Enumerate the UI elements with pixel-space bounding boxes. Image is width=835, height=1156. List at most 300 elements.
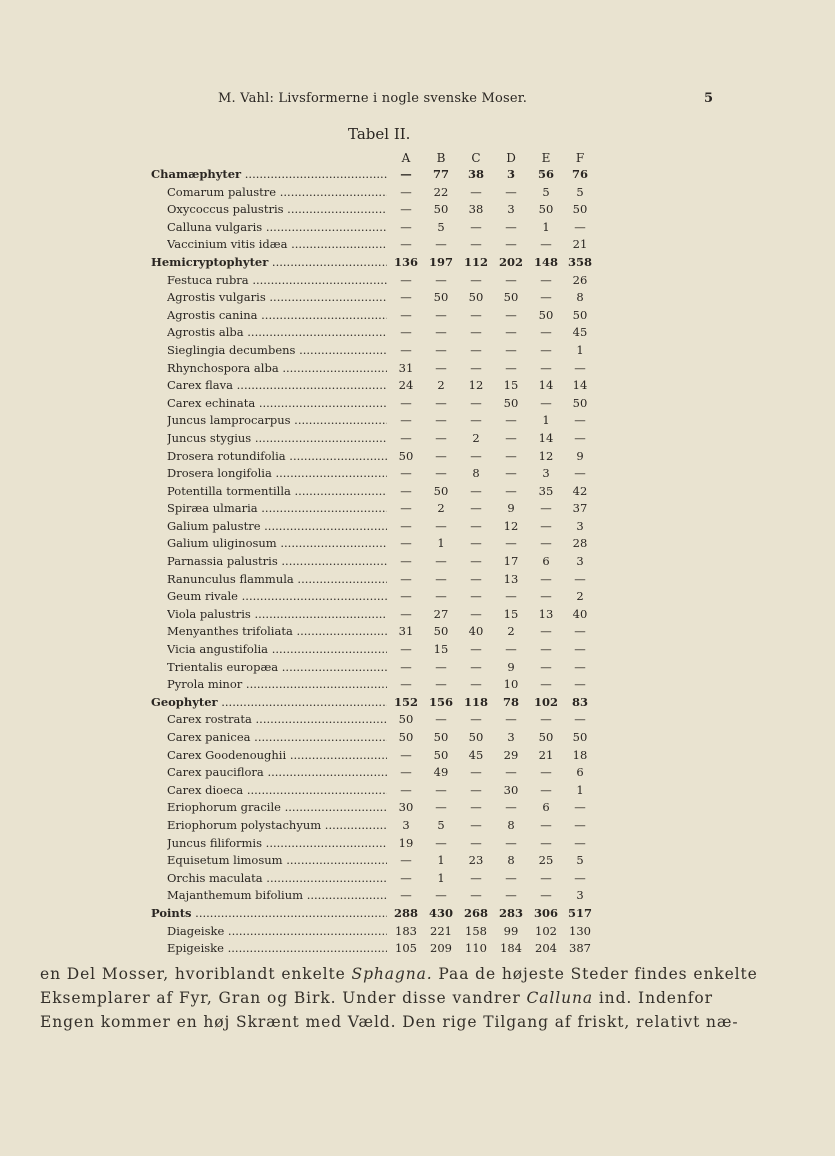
table-cell: 13 [538, 606, 554, 621]
row-label-text: Menyanthes trifoliata ..... [167, 624, 387, 638]
table-cell: — [470, 413, 482, 428]
table-caption: Tabel II. [348, 125, 411, 143]
table-cell: — [435, 413, 447, 428]
table-row [0, 289, 835, 307]
row-label-text: Potentilla tormentilla ..... [167, 484, 387, 498]
column-header: F [575, 151, 585, 165]
table-cell: 9 [507, 659, 515, 674]
table-cell: 8 [472, 466, 480, 481]
table-cell: — [435, 782, 447, 797]
table-row [0, 852, 835, 870]
row-label-text: Chamæphyter ..... [151, 167, 387, 181]
table-cell: — [435, 589, 447, 604]
table-cell: 2 [576, 589, 584, 604]
table-cell: 5 [437, 817, 445, 832]
table-cell: — [435, 237, 447, 252]
table-cell: — [540, 870, 552, 885]
table-cell: — [505, 325, 517, 340]
table-cell: 21 [572, 237, 588, 252]
table-row [0, 342, 835, 360]
table-cell: 50 [433, 624, 449, 639]
table-cell: 50 [433, 747, 449, 762]
table-row [0, 940, 835, 958]
row-label-text: Majanthemum bifolium ..... [167, 888, 387, 902]
table-cell: — [470, 571, 482, 586]
row-label [167, 307, 387, 324]
table-row [0, 747, 835, 765]
table-cell: — [435, 712, 447, 727]
row-label [151, 254, 387, 271]
table-row [0, 571, 835, 589]
table-cell: 358 [567, 254, 592, 269]
table-cell: 5 [542, 184, 550, 199]
row-label-text: Agrostis alba ..... [167, 325, 387, 339]
table-cell: 9 [507, 501, 515, 516]
table-group-row [0, 166, 835, 184]
row-label [151, 905, 387, 922]
row-label [167, 676, 387, 693]
table-cell: — [540, 325, 552, 340]
table-cell: — [505, 413, 517, 428]
row-label-text: Vicia angustifolia ..... [167, 642, 387, 656]
table-cell: 6 [542, 800, 550, 815]
table-cell: — [574, 835, 586, 850]
table-cell: — [400, 518, 412, 533]
table-cell: 3 [402, 817, 410, 832]
row-label [167, 835, 387, 852]
table-cell: — [574, 712, 586, 727]
table-cell: 14 [572, 378, 588, 393]
table-cell: — [574, 624, 586, 639]
table-cell: 9 [576, 448, 584, 463]
table-cell: — [400, 853, 412, 868]
table-cell: — [400, 184, 412, 199]
row-label [167, 272, 387, 289]
text-line: en Del Mosser, hvoriblandt enkelte Sphagna. Paa de højeste Steder findes enkelte [40, 965, 758, 983]
table-cell: — [574, 642, 586, 657]
table-cell: — [505, 272, 517, 287]
table-cell: — [540, 342, 552, 357]
body-paragraph [40, 962, 758, 1034]
table-cell: 49 [433, 765, 449, 780]
row-label-text: Geum rivale ..... [167, 589, 387, 603]
table-cell: — [400, 167, 412, 181]
table-cell: — [435, 554, 447, 569]
table-cell: — [540, 677, 552, 692]
table-cell: — [470, 219, 482, 234]
table-cell: 28 [572, 536, 588, 551]
table-cell: — [540, 712, 552, 727]
table-cell: 50 [468, 290, 484, 305]
row-label [167, 500, 387, 517]
row-label [167, 553, 387, 570]
table-row [0, 764, 835, 782]
table-cell: 15 [433, 642, 449, 657]
table-cell: 1 [576, 342, 584, 357]
table-cell: 1 [437, 853, 445, 868]
table-cell: 15 [503, 606, 519, 621]
row-label [167, 571, 387, 588]
row-label-text: Festuca rubra ..... [167, 273, 387, 287]
table-cell: — [435, 307, 447, 322]
row-label [167, 184, 387, 201]
table-cell: 2 [437, 378, 445, 393]
table-column-headers [0, 151, 835, 167]
table-cell: — [470, 237, 482, 252]
table-row [0, 870, 835, 888]
table-row [0, 236, 835, 254]
table-cell: 112 [463, 254, 488, 269]
table-cell: 77 [432, 167, 449, 181]
table-cell: 5 [576, 184, 584, 199]
table-group-row [0, 694, 835, 712]
table-cell: 12 [538, 448, 554, 463]
row-label-text: Trientalis europæa ..... [167, 660, 387, 674]
table-cell: 30 [503, 782, 519, 797]
table-cell: — [400, 325, 412, 340]
table-cell: — [400, 642, 412, 657]
table-cell: — [470, 307, 482, 322]
table-cell: — [470, 782, 482, 797]
table-cell: — [505, 466, 517, 481]
table-cell: — [505, 800, 517, 815]
table-cell: — [400, 430, 412, 445]
table-cell: 3 [576, 554, 584, 569]
running-title: M. Vahl: Livsformerne i nogle svenske Moser. [218, 91, 528, 106]
column-header: C [471, 151, 481, 165]
table-cell: — [574, 817, 586, 832]
table-row [0, 782, 835, 800]
table-cell: — [435, 518, 447, 533]
table-cell: 1 [542, 219, 550, 234]
table-cell: — [540, 888, 552, 903]
row-label-text: Carex panicea ..... [167, 730, 387, 744]
table-cell: — [400, 606, 412, 621]
table-cell: 2 [437, 501, 445, 516]
table-cell: 37 [572, 501, 588, 516]
table-cell: — [540, 817, 552, 832]
table-row [0, 307, 835, 325]
row-label [167, 465, 387, 482]
table-cell: 27 [433, 606, 449, 621]
table-cell: 118 [463, 694, 488, 709]
row-label-text: Geophyter ..... [151, 695, 387, 709]
table-cell: 50 [538, 730, 554, 744]
table-cell: — [400, 747, 412, 762]
table-cell: 76 [571, 167, 588, 181]
table-cell: — [540, 501, 552, 516]
table-cell: 102 [535, 923, 557, 938]
row-label-text: Carex Goodenoughii ..... [167, 748, 387, 762]
table-cell: — [435, 571, 447, 586]
table-cell: 3 [506, 167, 515, 181]
table-cell: 12 [468, 378, 484, 393]
table-group-row [0, 905, 835, 923]
table-cell: 31 [398, 360, 414, 375]
row-label [167, 483, 387, 500]
table-cell: 45 [572, 325, 588, 340]
table-row [0, 923, 835, 941]
row-label [167, 360, 387, 377]
table-cell: — [400, 272, 412, 287]
table-cell: 40 [468, 624, 484, 639]
row-label [167, 623, 387, 640]
table-cell: — [505, 712, 517, 727]
table-cell: — [470, 606, 482, 621]
table-cell: 17 [503, 554, 519, 569]
table-cell: — [435, 448, 447, 463]
row-label-text: Points ..... [151, 906, 387, 920]
table-cell: — [400, 765, 412, 780]
row-label-text: Pyrola minor ..... [167, 677, 387, 691]
table-cell: 56 [537, 167, 554, 181]
table-cell: — [470, 817, 482, 832]
table-cell: 50 [538, 202, 554, 217]
table-row [0, 500, 835, 518]
row-label-text: Juncus filiformis ..... [167, 836, 387, 850]
table-cell: 221 [430, 923, 452, 938]
column-header: E [541, 151, 551, 165]
table-cell: 110 [465, 941, 487, 956]
running-header [0, 91, 835, 111]
table-cell: 183 [395, 923, 417, 938]
table-cell: — [470, 518, 482, 533]
table-cell: — [470, 888, 482, 903]
table-cell: 1 [437, 536, 445, 551]
text-line: Engen kommer en høj Skrænt med Væld. Den rige Tilgang af friskt, relativt næ- [40, 1013, 739, 1031]
table-cell: — [435, 272, 447, 287]
table-row [0, 588, 835, 606]
row-label [167, 535, 387, 552]
table-cell: 209 [430, 941, 452, 956]
table-group-row [0, 254, 835, 272]
table-cell: 21 [538, 747, 554, 762]
table-cell: 156 [428, 694, 453, 709]
table-cell: — [470, 184, 482, 199]
table-row [0, 535, 835, 553]
table-cell: 42 [572, 483, 588, 498]
row-label-text: Drosera longifolia ..... [167, 466, 387, 480]
row-label [167, 289, 387, 306]
table-cell: — [470, 483, 482, 498]
table-cell: — [435, 360, 447, 375]
row-label [167, 659, 387, 676]
table-cell: — [540, 571, 552, 586]
table-cell: 38 [467, 167, 484, 181]
table-cell: 283 [498, 905, 523, 920]
table-cell: 430 [428, 905, 453, 920]
table-cell: 2 [472, 430, 480, 445]
table-cell: 15 [503, 378, 519, 393]
table-cell: 105 [395, 941, 417, 956]
table-row [0, 219, 835, 237]
row-label-text: Rhynchospora alba ..... [167, 361, 387, 375]
table-cell: — [505, 835, 517, 850]
table-cell: — [470, 501, 482, 516]
table-cell: 387 [569, 941, 591, 956]
row-label [167, 747, 387, 764]
table-cell: 288 [393, 905, 418, 920]
table-cell: — [470, 325, 482, 340]
table-row [0, 201, 835, 219]
row-label [167, 448, 387, 465]
table-row [0, 711, 835, 729]
row-label [167, 219, 387, 236]
table-cell: — [470, 659, 482, 674]
table-cell: — [470, 342, 482, 357]
table-cell: — [540, 272, 552, 287]
table-cell: 25 [538, 853, 554, 868]
table-cell: — [435, 659, 447, 674]
table-cell: 22 [433, 184, 449, 199]
table-row [0, 483, 835, 501]
table-row [0, 184, 835, 202]
row-label [167, 817, 387, 834]
row-label [167, 799, 387, 816]
table-cell: — [574, 870, 586, 885]
table-cell: 31 [398, 624, 414, 639]
table-row [0, 606, 835, 624]
table-cell: — [574, 677, 586, 692]
table-cell: 5 [576, 853, 584, 868]
table-cell: 50 [398, 712, 414, 727]
row-label [167, 606, 387, 623]
table-cell: — [574, 219, 586, 234]
table-cell: — [470, 835, 482, 850]
table-cell: 50 [572, 307, 588, 322]
table-row [0, 395, 835, 413]
table-cell: — [400, 571, 412, 586]
table-cell: — [470, 360, 482, 375]
table-row [0, 659, 835, 677]
table-cell: — [540, 765, 552, 780]
row-label [167, 729, 387, 746]
table-cell: — [400, 290, 412, 305]
table-cell: — [435, 395, 447, 410]
row-label-text: Juncus lamprocarpus ..... [167, 413, 387, 427]
table-cell: 35 [538, 483, 554, 498]
table-row [0, 360, 835, 378]
table-cell: — [505, 888, 517, 903]
table-cell: — [435, 430, 447, 445]
table-cell: 50 [503, 290, 519, 305]
table-cell: — [505, 589, 517, 604]
table-cell: 148 [533, 254, 558, 269]
table-cell: 3 [576, 518, 584, 533]
table-cell: — [400, 237, 412, 252]
table-cell: — [400, 554, 412, 569]
table-cell: 306 [533, 905, 558, 920]
row-label-text: Eriophorum gracile ..... [167, 800, 387, 814]
column-header: A [401, 151, 411, 165]
table-cell: — [470, 765, 482, 780]
row-label [151, 694, 387, 711]
table-cell: — [505, 219, 517, 234]
row-label-text: Agrostis vulgaris ..... [167, 290, 387, 304]
table-cell: 99 [503, 923, 519, 938]
table-cell: — [470, 589, 482, 604]
row-label [167, 870, 387, 887]
row-label [167, 395, 387, 412]
table-cell: — [574, 800, 586, 815]
table-cell: — [400, 342, 412, 357]
table-cell: 14 [538, 430, 554, 445]
table-cell: — [540, 360, 552, 375]
table-cell: 50 [398, 448, 414, 463]
table-cell: — [540, 782, 552, 797]
row-label-text: Spiræa ulmaria ..... [167, 501, 387, 515]
row-label-text: Carex echinata ..... [167, 396, 387, 410]
table-cell: — [470, 870, 482, 885]
table-cell: 23 [468, 853, 484, 868]
row-label-text: Carex pauciflora ..... [167, 765, 387, 779]
table-cell: 50 [538, 307, 554, 322]
table-cell: 50 [572, 395, 588, 410]
table-cell: 8 [576, 290, 584, 305]
table-cell: 197 [428, 254, 453, 269]
row-label [167, 764, 387, 781]
page-number: 5 [704, 91, 714, 106]
table-cell: 10 [503, 677, 519, 692]
table-cell: 50 [433, 290, 449, 305]
table-cell: 268 [463, 905, 488, 920]
table-cell: 8 [507, 817, 515, 832]
row-label-text: Diageiske ..... [167, 924, 387, 938]
row-label-text: Oxycoccus palustris ..... [167, 202, 387, 216]
table-row [0, 641, 835, 659]
table-cell: 26 [572, 272, 588, 287]
table-cell: — [400, 659, 412, 674]
row-label-text: Parnassia palustris ..... [167, 554, 387, 568]
row-label [167, 412, 387, 429]
column-header: B [436, 151, 446, 165]
table-cell: 18 [572, 747, 588, 762]
row-label [167, 782, 387, 799]
row-label-text: Epigeiske ..... [167, 941, 387, 955]
table-cell: 202 [498, 254, 523, 269]
table-cell: — [574, 430, 586, 445]
row-label [167, 887, 387, 904]
row-label [167, 923, 387, 940]
table-cell: — [505, 448, 517, 463]
table-cell: — [540, 536, 552, 551]
table-cell: — [435, 677, 447, 692]
table-cell: 152 [393, 694, 418, 709]
table-cell: 50 [503, 395, 519, 410]
table-cell: — [505, 430, 517, 445]
row-label-text: Vaccinium vitis idæa ..... [167, 237, 387, 251]
table-cell: — [400, 202, 412, 217]
table-cell: 3 [507, 730, 515, 744]
table-cell: — [400, 501, 412, 516]
row-label-text: Carex flava ..... [167, 378, 387, 392]
row-label-text: Eriophorum polystachyum ..... [167, 818, 387, 832]
table-cell: 50 [433, 202, 449, 217]
table-cell: — [400, 307, 412, 322]
table-row [0, 817, 835, 835]
table-cell: — [540, 518, 552, 533]
table-cell: — [435, 342, 447, 357]
table-cell: 158 [465, 923, 487, 938]
row-label [167, 324, 387, 341]
table-cell: 83 [571, 694, 588, 709]
row-label [167, 236, 387, 253]
table-cell: — [505, 237, 517, 252]
table-cell: — [400, 677, 412, 692]
row-label [167, 430, 387, 447]
table-cell: — [470, 677, 482, 692]
table-cell: — [470, 642, 482, 657]
